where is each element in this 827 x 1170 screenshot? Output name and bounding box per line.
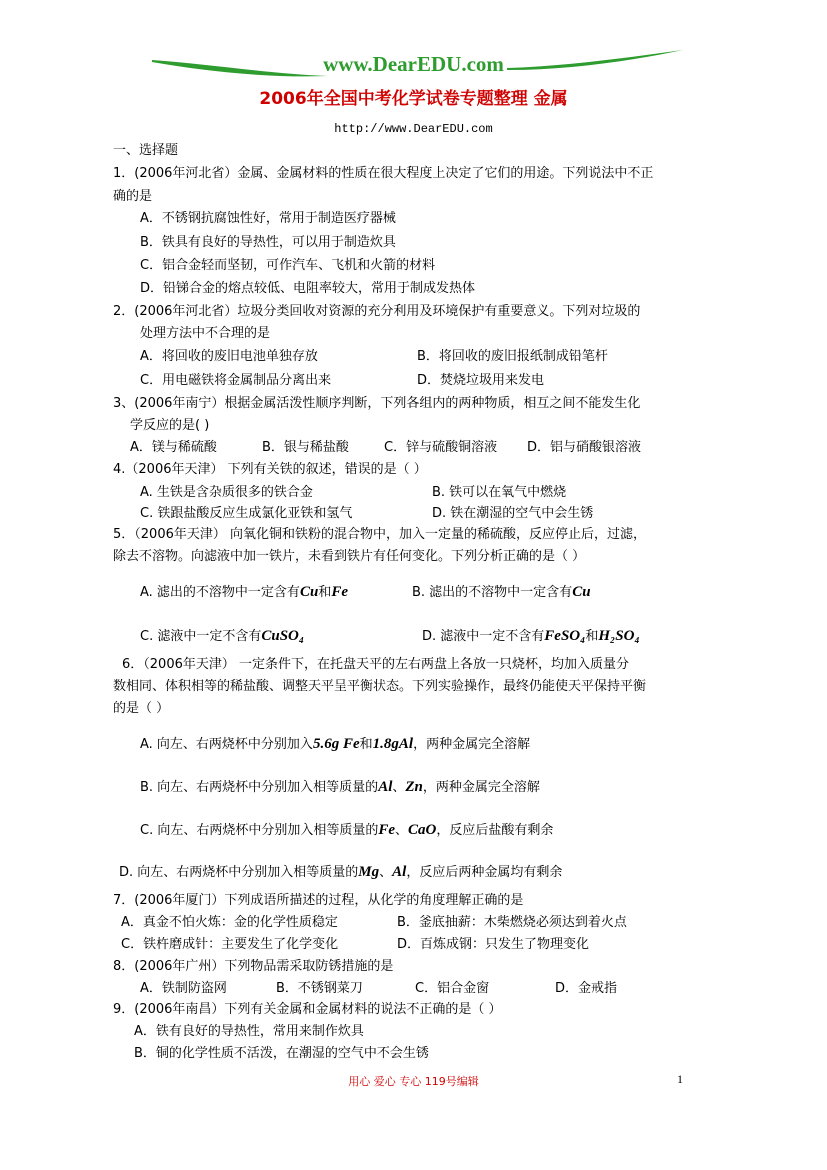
formula: Fe — [331, 584, 348, 600]
option-a: A．铁有良好的导热性，常用来制作炊具 — [134, 1024, 364, 1039]
formula: Cu — [299, 584, 319, 600]
question-text: 的是（ ） — [113, 701, 170, 716]
question-text: 除去不溶物。向滤液中加一铁片，未看到铁片有任何变化。下列分析正确的是（ ） — [113, 549, 586, 564]
formula: Zn — [405, 779, 423, 795]
option-a: A．镁与稀硫酸 — [130, 440, 217, 455]
question-text: 数相同、体积相等的稀盐酸、调整天平呈平衡状态。下列实验操作，最终仍能使天平保持平衡 — [113, 679, 647, 694]
option-d: D．金戒指 — [555, 981, 618, 996]
formula: CuSO₄ — [261, 628, 305, 644]
question-text: 处理方法中不合理的是 — [140, 326, 271, 341]
option-c: C. 向左、右两烧杯中分别加入相等质量的Fe、CaO，反应后盐酸有剩余 — [140, 822, 554, 838]
site-logo-text: www.DearEDU.com — [323, 52, 504, 76]
option-d: D. 铁在潮湿的空气中会生锈 — [432, 506, 594, 521]
option-b: B. 向左、右两烧杯中分别加入相等质量的Al、Zn，两种金属完全溶解 — [140, 779, 540, 795]
option-b: B．铜的化学性质不活泼，在潮湿的空气中不会生锈 — [134, 1046, 429, 1061]
formula: H₂SO₄ — [598, 628, 640, 644]
formula: Cu — [572, 584, 591, 600]
option-a: A. 生铁是含杂质很多的铁合金 — [140, 485, 313, 500]
option-b: B. 滤出的不溶物中一定含有Cu — [412, 584, 591, 600]
option-a: A. 向左、右两烧杯中分别加入5.6g Fe和1.8gAl，两种金属完全溶解 — [140, 736, 531, 752]
question-text: 5．（2006年天津） 向氧化铜和铁粉的混合物中，加入一定量的稀硫酸，反应停止后，过滤， — [113, 527, 646, 542]
question-text: 7．(2006年厦门）下列成语所描述的过程，从化学的角度理解正确的是 — [113, 893, 524, 908]
site-url: http://www.DearEDU.com — [334, 122, 493, 136]
option-d: D．铝与硝酸银溶液 — [527, 440, 642, 455]
formula: Fe — [378, 822, 396, 838]
formula: 1.8gAl — [372, 736, 414, 752]
option-c: C．铁杵磨成针：主要发生了化学变化 — [121, 937, 339, 952]
page-number: 1 — [677, 1072, 683, 1086]
option-c: C. 滤液中一定不含有CuSO₄ — [140, 628, 305, 644]
question-text: 4.（2006年天津） 下列有关铁的叙述，错误的是（ ） — [113, 462, 427, 477]
option-b: B. 铁可以在氧气中燃烧 — [432, 485, 567, 500]
option-a: A．真金不怕火炼：金的化学性质稳定 — [121, 915, 338, 930]
option-a: A．铁制防盗网 — [140, 981, 227, 996]
question-text: 确的是 — [113, 189, 153, 204]
option-b: B．将回收的废旧报纸制成铅笔杆 — [417, 349, 608, 364]
formula: Al — [378, 779, 393, 795]
option-a: A．将回收的废旧电池单独存放 — [140, 349, 318, 364]
option-b: B．铁具有良好的导热性，可以用于制造炊具 — [140, 235, 396, 250]
question-text: 1．(2006年河北省）金属、金属材料的性质在很大程度上决定了它们的用途。下列说法中不正 — [113, 166, 654, 181]
option-b: B．釜底抽薪：木柴燃烧必须达到着火点 — [397, 915, 627, 930]
option-c: C．铝合金轻而坚韧，可作汽车、飞机和火箭的材料 — [140, 258, 436, 273]
formula: CaO — [408, 822, 437, 838]
option-c: C．用电磁铁将金属制品分离出来 — [140, 373, 332, 388]
option-c: C．铝合金窗 — [415, 981, 490, 996]
option-c: C. 铁跟盐酸反应生成氯化亚铁和氢气 — [140, 506, 353, 521]
option-b: B．银与稀盐酸 — [262, 440, 349, 455]
option-a: A．不锈钢抗腐蚀性好，常用于制造医疗器械 — [140, 211, 396, 226]
option-a: A. 滤出的不溶物中一定含有Cu和Fe — [140, 584, 348, 600]
question-text: 3、(2006年南宁）根据金属活泼性顺序判断，下列各组内的两种物质，相互之间不能发生化 — [113, 396, 641, 411]
footer-text: 用心 爱心 专心 119号编辑 — [348, 1075, 479, 1088]
question-text: 6．（2006年天津） 一定条件下，在托盘天平的左右两盘上各放一只烧杯，均加入质量分 — [122, 657, 629, 672]
formula: Al — [392, 864, 407, 880]
formula: FeSO₄ — [544, 628, 586, 644]
question-text: 9．(2006年南昌）下列有关金属和金属材料的说法不正确的是（ ） — [113, 1002, 502, 1017]
option-b: B．不锈钢菜刀 — [276, 981, 363, 996]
question-text: 学反应的是( ) — [130, 418, 210, 433]
section-heading: 一、选择题 — [113, 143, 179, 158]
option-d: D．铅锑合金的熔点较低、电阻率较大，常用于制成发热体 — [140, 281, 476, 296]
question-text: 8．(2006年广州）下列物品需采取防锈措施的是 — [113, 959, 394, 974]
option-d: D．焚烧垃圾用来发电 — [417, 373, 545, 388]
option-d: D．百炼成钢：只发生了物理变化 — [397, 937, 590, 952]
question-text: 2．(2006年河北省）垃圾分类回收对资源的充分利用及环境保护有重要意义。下列对垃圾的 — [113, 304, 641, 319]
option-d: D. 向左、右两烧杯中分别加入相等质量的Mg、Al，反应后两种金属均有剩余 — [119, 864, 563, 880]
option-d: D. 滤液中一定不含有FeSO₄和H₂SO₄ — [422, 628, 640, 644]
formula: Mg — [358, 864, 380, 880]
option-c: C．锌与硫酸铜溶液 — [384, 440, 498, 455]
formula: 5.6g Fe — [312, 736, 360, 752]
page-title: 2006年全国中考化学试卷专题整理 金属 — [259, 89, 568, 109]
